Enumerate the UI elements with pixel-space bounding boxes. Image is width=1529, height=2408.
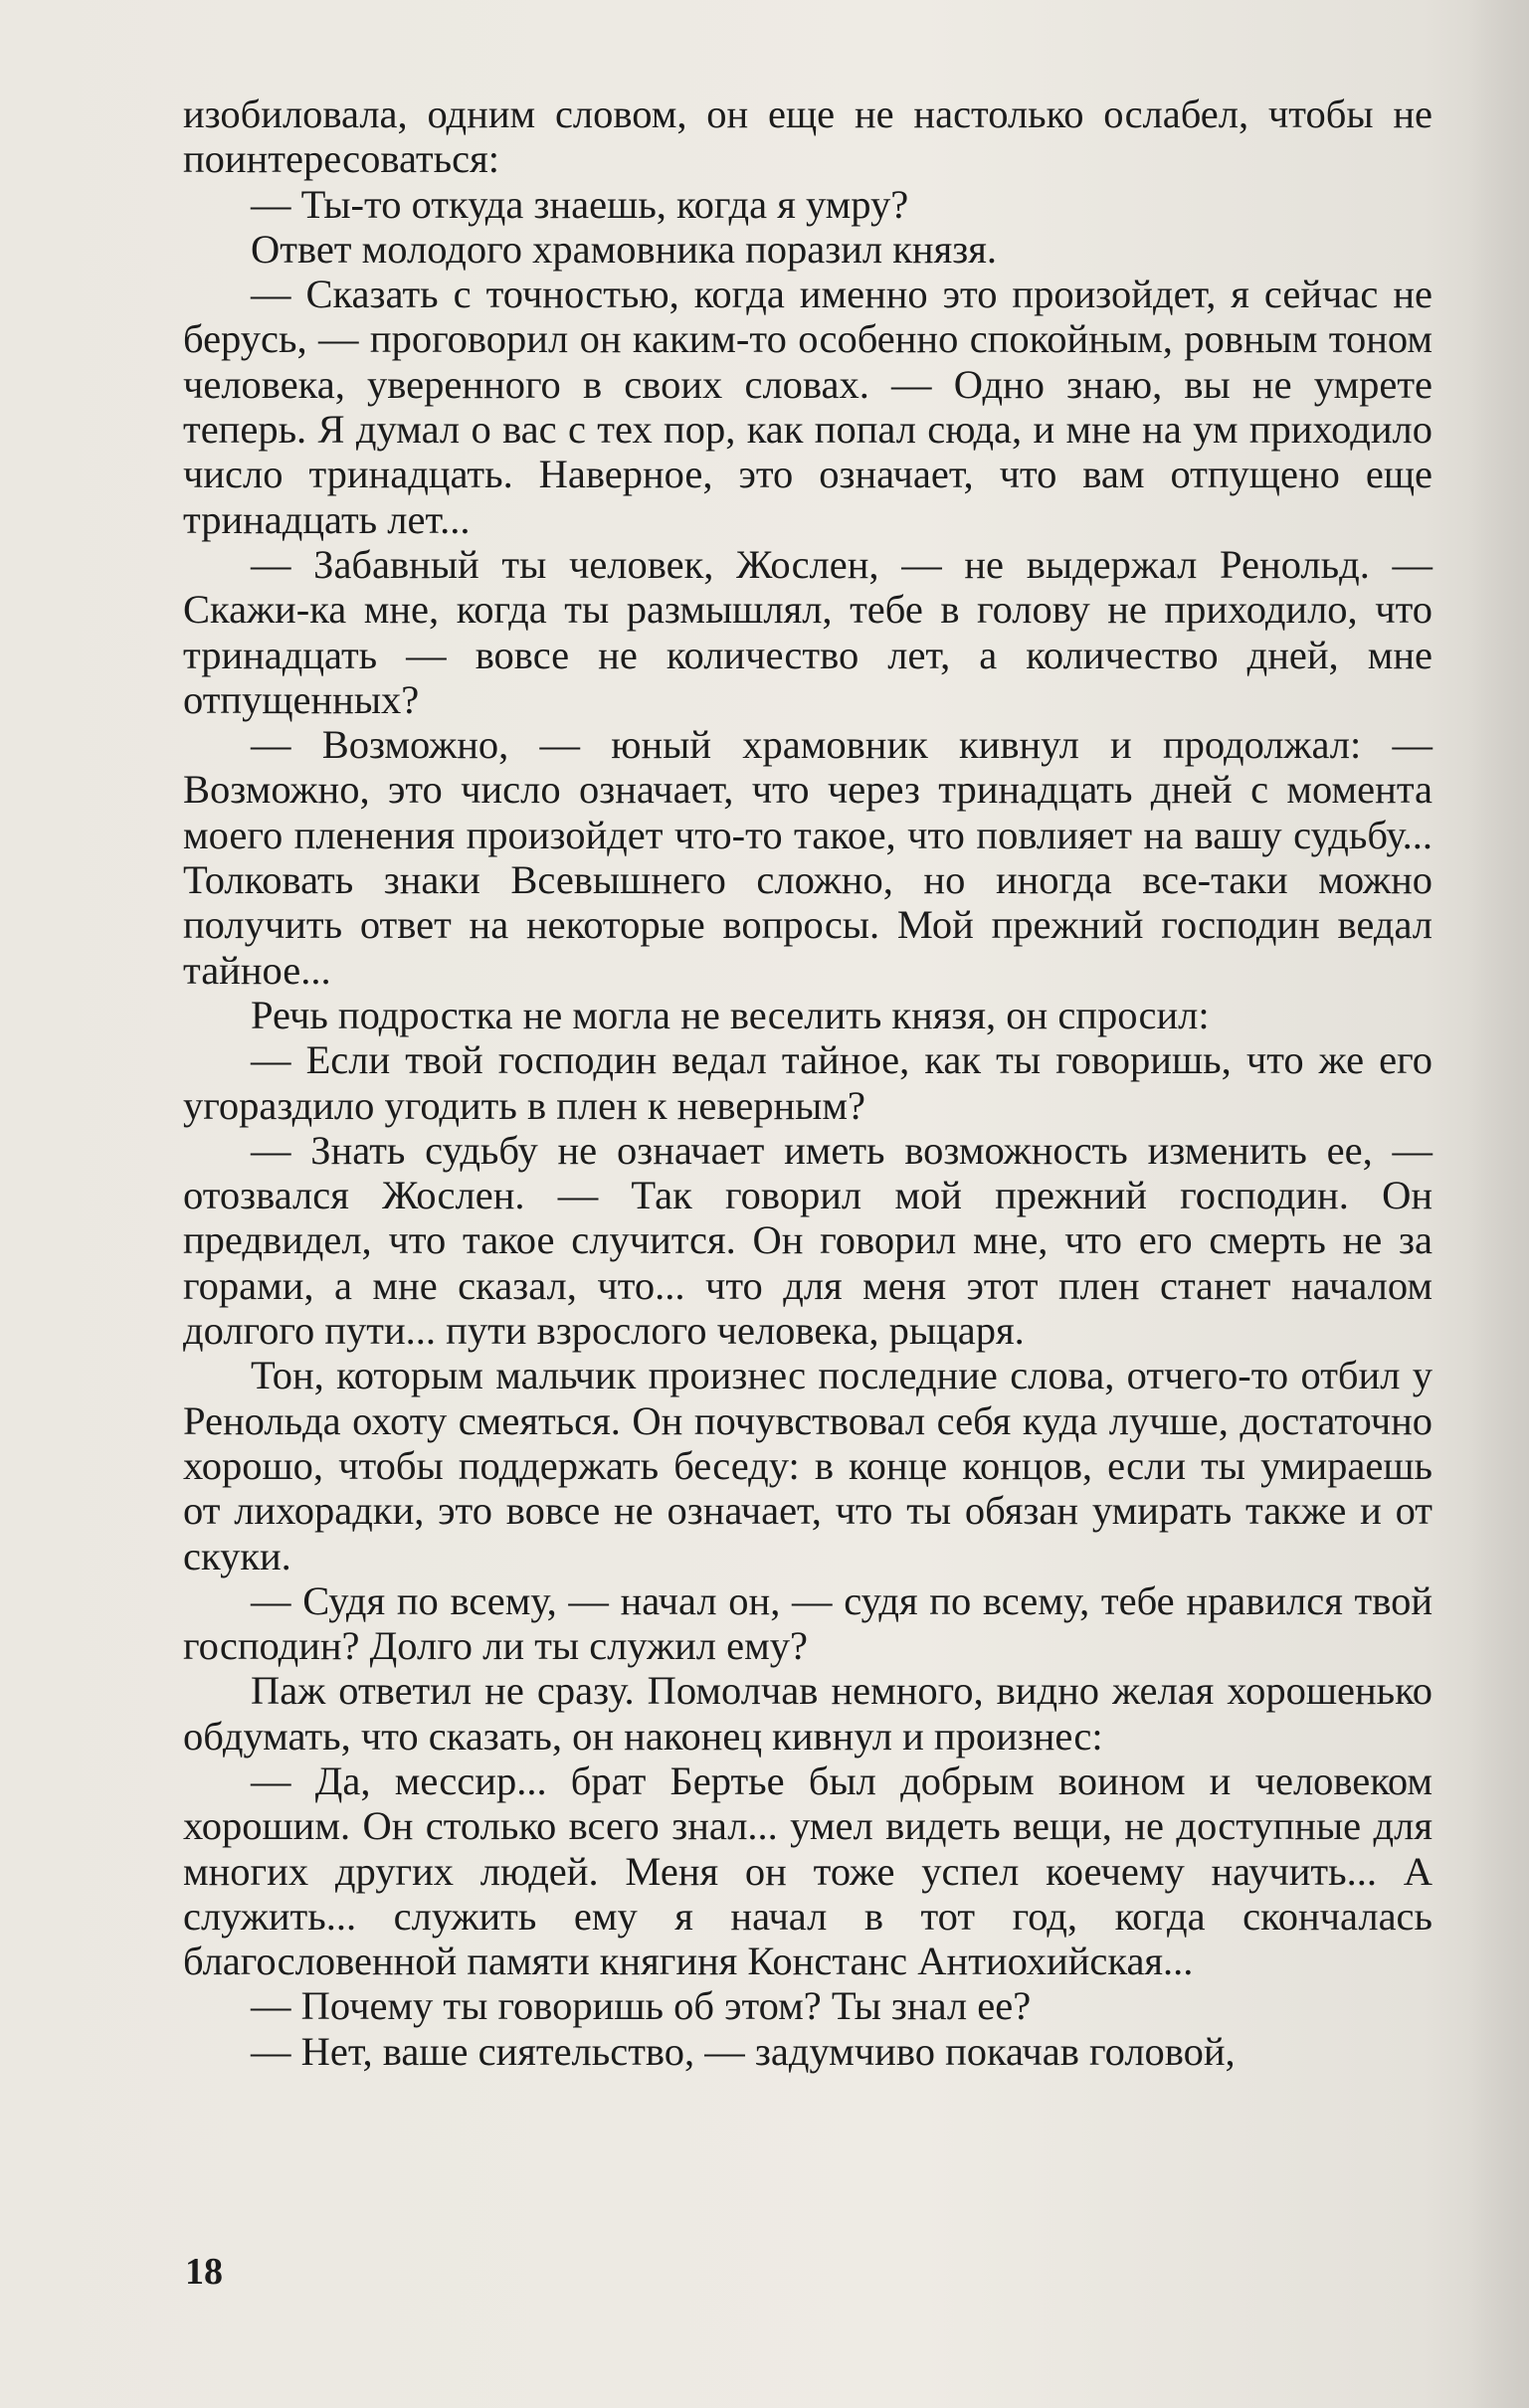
- paragraph: — Возможно, — юный храмовник кивнул и продолжал: — Возможно, это число означает, что через тринадцать дней с момента моего пленения произойдет что-то такое, что повлияет на вашу судьбу... Толковать знаки Всевышнего сложно, но иногда все-таки можно получить ответ на некоторые вопросы. Мой прежний господин ведал тайное...: [183, 722, 1433, 993]
- paragraph: — Сказать с точностью, когда именно это произойдет, я сейчас не берусь, — проговорил он каким-то особенно спокойным, ровным тоном человека, уверенного в своих словах. — Одно знаю, вы не умрете теперь. Я думал о вас с тех пор, как попал сюда, и мне на ум приходило число тринадцать. Наверное, это означает, что вам отпущено еще тринадцать лет...: [183, 272, 1433, 542]
- paragraph: Ответ молодого храмовника поразил князя.: [251, 226, 997, 272]
- paragraph: — Знать судьбу не означает иметь возможность изменить ее, — отозвался Жослен. — Так говорил мой прежний господин. Он предвидел, что такое случится. Он говорил мне, что его смерть не за горами, а мне сказал, что... что для меня этот плен станет началом долгого пути... пути взрослого человека, рыцаря.: [183, 1127, 1433, 1354]
- paragraph: Паж ответил не сразу. Помолчав немного, видно желая хорошенько обдумать, что сказать, он наконец кивнул и произнес:: [183, 1668, 1433, 1759]
- paragraph: — Почему ты говоришь об этом? Ты знал ее?: [251, 1983, 1032, 2029]
- paragraph: — Да, мессир... брат Бертье был добрым воином и человеком хорошим. Он столько всего знал... умел видеть вещи, не доступные для многих других людей. Меня он тоже успел коечему научить... А служить... служить ему я начал в тот год, когда скончалась благословенной памяти княгиня Констанс Антиохийская...: [183, 1758, 1433, 1984]
- paragraph: — Нет, ваше сиятельство, — задумчиво покачав головой,: [251, 2028, 1236, 2074]
- page-number: 18: [185, 2251, 223, 2293]
- spine-shadow: [1469, 0, 1529, 2408]
- paragraph: изобиловала, одним словом, он еще не настолько ослабел, чтобы не поинтересоваться:: [183, 92, 1433, 182]
- paragraph: Тон, которым мальчик произнес последние слова, отчего-то отбил у Ренольда охоту смеяться. Он почувствовал себя куда лучше, достаточно хорошо, чтобы поддержать беседу: в конце концов, если ты умираешь от лихорадки, это вовсе не означает, что ты обязан умирать также и от скуки.: [183, 1353, 1433, 1578]
- paragraph: — Забавный ты человек, Жослен, — не выдержал Ренольд. — Скажи-ка мне, когда ты размышлял, тебе в голову не приходило, что тринадцать — вовсе не количество лет, а количество дней, мне отпущенных?: [183, 541, 1433, 722]
- body-text: [183, 92, 1433, 2074]
- paragraph: Речь подростка не могла не веселить князя, он спросил:: [251, 992, 1210, 1037]
- paragraph: — Если твой господин ведал тайное, как ты говоришь, что же его угораздило угодить в плен к неверным?: [183, 1037, 1433, 1128]
- paragraph: — Ты-то откуда знаешь, когда я умру?: [251, 181, 909, 227]
- paragraph: — Судя по всему, — начал он, — судя по всему, тебе нравился твой господин? Долго ли ты служил ему?: [183, 1577, 1433, 1669]
